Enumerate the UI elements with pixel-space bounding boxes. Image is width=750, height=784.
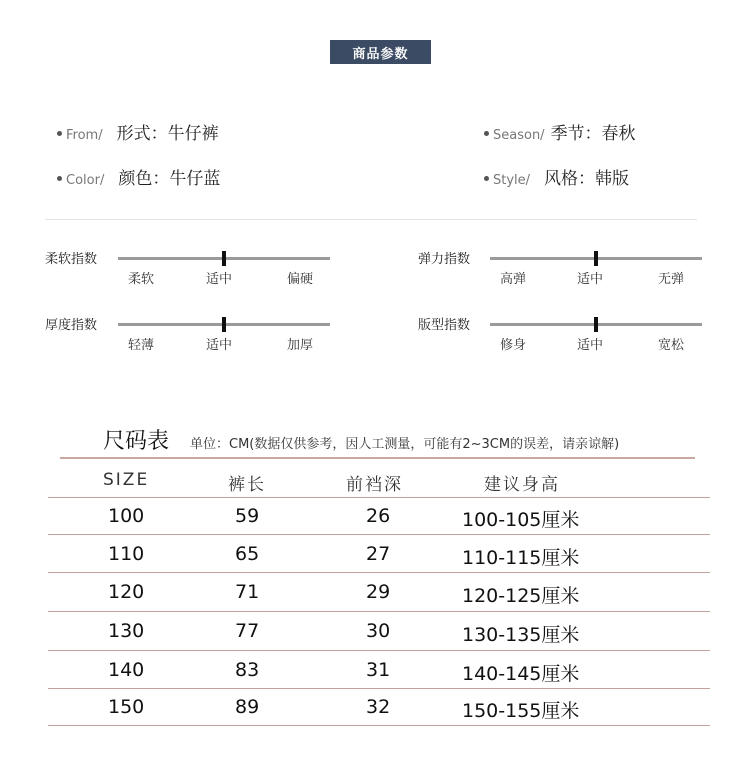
bullet-icon — [57, 176, 62, 181]
slider-option-elasticity: 无弹 — [658, 272, 685, 287]
slider-label-thickness: 厚度指数 — [45, 318, 98, 333]
table-cell: 26 — [366, 505, 391, 527]
slider-option-elasticity: 适中 — [577, 272, 604, 287]
table-cell: 140-145厘米 — [462, 663, 580, 685]
table-cell: 77 — [235, 620, 260, 642]
table-cell: 31 — [366, 659, 391, 681]
param-season-cn: 季节：春秋 — [550, 124, 636, 144]
slider-marker-fit — [594, 317, 598, 332]
param-color — [57, 164, 220, 189]
header-size: SIZE — [103, 470, 150, 490]
slider-option-softness: 柔软 — [128, 272, 155, 287]
table-cell: 29 — [366, 581, 391, 603]
slider-option-softness: 适中 — [206, 272, 233, 287]
table-cell: 120 — [108, 581, 145, 603]
param-color-cn: 颜色：牛仔蓝 — [118, 169, 221, 189]
table-cell: 65 — [235, 543, 260, 565]
table-row-divider — [48, 534, 710, 535]
table-cell: 100-105厘米 — [462, 509, 580, 531]
param-season — [484, 119, 636, 144]
bullet-icon — [484, 176, 489, 181]
param-from-cn: 形式：牛仔裤 — [116, 124, 219, 144]
slider-option-fit: 宽松 — [658, 338, 685, 353]
title-rule — [60, 457, 695, 459]
slider-marker-elasticity — [594, 251, 598, 266]
slider-option-fit: 适中 — [577, 338, 604, 353]
table-row-divider — [48, 572, 710, 573]
table-cell: 30 — [366, 620, 391, 642]
header-length: 裤长 — [228, 475, 266, 495]
param-season-en: Season/ — [493, 128, 545, 143]
table-cell: 32 — [366, 696, 391, 718]
table-cell: 110-115厘米 — [462, 547, 580, 569]
section-title-badge: 商品参数 — [330, 40, 431, 64]
table-row-divider — [48, 688, 710, 689]
slider-option-elasticity: 高弹 — [500, 272, 527, 287]
table-cell: 100 — [108, 505, 145, 527]
table-rule — [48, 497, 710, 498]
header-height: 建议身高 — [484, 475, 560, 495]
slider-marker-thickness — [222, 317, 226, 332]
table-row-divider — [48, 725, 710, 726]
slider-label-elasticity: 弹力指数 — [418, 252, 471, 267]
table-cell: 89 — [235, 696, 260, 718]
table-cell: 59 — [235, 505, 260, 527]
table-cell: 110 — [108, 543, 145, 565]
size-chart-title: 尺码表 — [103, 429, 170, 454]
param-style-cn: 风格：韩版 — [544, 169, 630, 189]
slider-option-fit: 修身 — [500, 338, 527, 353]
table-cell: 27 — [366, 543, 391, 565]
param-from-en: From/ — [66, 128, 103, 143]
table-row-divider — [48, 611, 710, 612]
param-color-en: Color/ — [66, 173, 105, 188]
divider — [45, 219, 697, 220]
table-cell: 120-125厘米 — [462, 585, 580, 607]
param-from — [57, 119, 219, 144]
table-cell: 150-155厘米 — [462, 700, 580, 722]
table-cell: 140 — [108, 659, 145, 681]
table-cell: 130-135厘米 — [462, 624, 580, 646]
slider-option-thickness: 轻薄 — [128, 338, 155, 353]
header-rise: 前裆深 — [346, 475, 403, 495]
slider-marker-softness — [222, 251, 226, 266]
bullet-icon — [57, 131, 62, 136]
table-cell: 150 — [108, 696, 145, 718]
size-chart-note: 单位：CM(数据仅供参考，因人工测量，可能有2~3CM的误差，请亲谅解) — [190, 437, 620, 452]
slider-option-thickness: 适中 — [206, 338, 233, 353]
slider-option-softness: 偏硬 — [287, 272, 314, 287]
table-row-divider — [48, 650, 710, 651]
param-style-en: Style/ — [493, 173, 531, 188]
slider-label-softness: 柔软指数 — [45, 252, 98, 267]
param-style — [484, 164, 629, 189]
table-cell: 83 — [235, 659, 260, 681]
table-cell: 71 — [235, 581, 260, 603]
bullet-icon — [484, 131, 489, 136]
slider-label-fit: 版型指数 — [418, 318, 471, 333]
slider-option-thickness: 加厚 — [287, 338, 314, 353]
table-cell: 130 — [108, 620, 145, 642]
